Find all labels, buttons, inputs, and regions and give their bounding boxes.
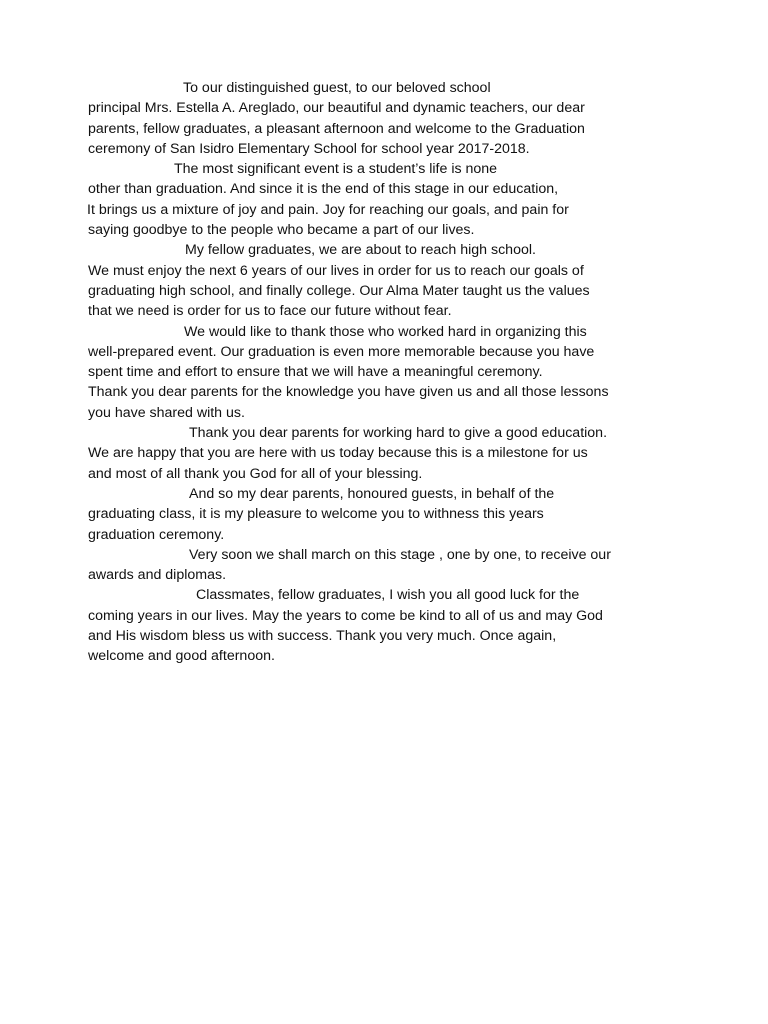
paragraph-march (88, 545, 688, 586)
text-line: It brings us a mixture of joy and pain. Joy for reaching our goals, and pain for (87, 201, 569, 218)
text-line: My fellow graduates, we are about to reach high school. (185, 242, 536, 259)
text-line: that we need is order for us to face our future without fear. (88, 303, 452, 320)
text-line: parents, fellow graduates, a pleasant afternoon and welcome to the Graduation (88, 120, 585, 137)
text-line: And so my dear parents, honoured guests, in behalf of the (189, 485, 555, 502)
text-line: We would like to thank those who worked hard in organizing this (184, 323, 587, 340)
paragraph-closing (88, 585, 688, 666)
text-line: you have shared with us. (88, 404, 245, 421)
text-line: Classmates, fellow graduates, I wish you all good luck for the (196, 587, 580, 604)
text-line: graduating high school, and finally college. Our Alma Mater taught us the values (88, 282, 590, 299)
text-line: saying goodbye to the people who became a part of our lives. (88, 222, 475, 239)
paragraph-greeting (88, 78, 688, 159)
text-line: Very soon we shall march on this stage , one by one, to receive our (189, 546, 611, 563)
text-line: spent time and effort to ensure that we will have a meaningful ceremony. (88, 364, 543, 381)
text-line: Thank you dear parents for the knowledge you have given us and all those lessons (88, 384, 609, 401)
text-line: graduation ceremony. (88, 526, 225, 543)
paragraph-high-school (88, 240, 688, 321)
text-line: welcome and good afternoon. (88, 648, 275, 665)
text-line: principal Mrs. Estella A. Areglado, our beautiful and dynamic teachers, our dear (88, 100, 585, 117)
text-line: well-prepared event. Our graduation is even more memorable because you have (88, 343, 595, 360)
text-line: other than graduation. And since it is the end of this stage in our education, (88, 181, 559, 198)
text-line: graduating class, it is my pleasure to welcome you to withness this years (88, 506, 544, 523)
text-line: ceremony of San Isidro Elementary School for school year 2017-2018. (88, 140, 530, 157)
paragraph-thanks-parents (88, 423, 688, 484)
text-line: Thank you dear parents for working hard to give a good education. (189, 425, 608, 442)
text-line: We must enjoy the next 6 years of our lives in order for us to reach our goals of (88, 262, 584, 279)
text-line: awards and diplomas. (88, 567, 227, 584)
text-line: We are happy that you are here with us today because this is a milestone for us (88, 445, 588, 462)
paragraph-thanks-organizers (88, 322, 688, 423)
text-line: To our distinguished guest, to our beloved school (183, 80, 491, 96)
speech-text (88, 78, 688, 667)
paragraph-welcome (88, 484, 688, 545)
paragraph-significance (88, 159, 688, 240)
text-line: and His wisdom bless us with success. Thank you very much. Once again, (88, 628, 557, 645)
text-line: and most of all thank you God for all of your blessing. (88, 465, 423, 482)
text-line: The most significant event is a student’s life is none (174, 161, 498, 178)
text-line: coming years in our lives. May the years to come be kind to all of us and may God (88, 607, 603, 624)
